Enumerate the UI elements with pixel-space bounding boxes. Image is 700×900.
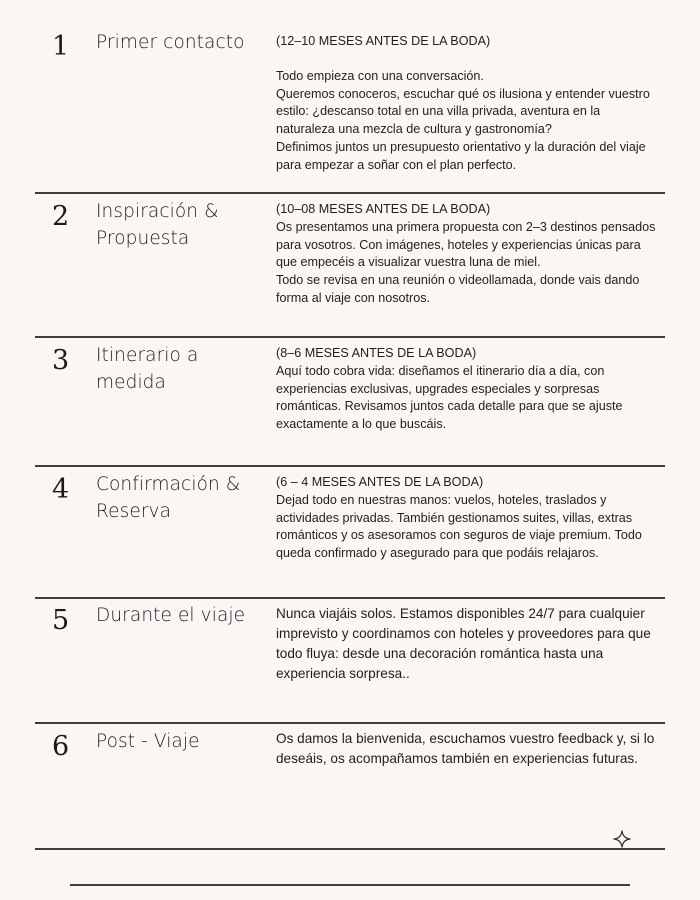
- step-description: [276, 345, 661, 434]
- step-text: Dejad todo en nuestras manos: vuelos, hoteles, traslados y actividades privadas. También gestionamos suites, villas, extras románticos y os asesoramos con seguros de viaje premium. Todo queda confirmado y asegurado para que podáis relajaros.: [276, 492, 642, 561]
- step-text: Definimos juntos un presupuesto orientativo y la duración del viaje para empezar a soñar con el plan perfecto.: [276, 139, 646, 172]
- footer-divider: [35, 848, 665, 850]
- step-timeframe: (10–08 MESES ANTES DE LA BODA): [276, 202, 491, 216]
- step-text: Os damos la bienvenida, escuchamos vuestro feedback y, si lo deseáis, os acompañamos también en experiencias futuras.: [276, 731, 655, 766]
- step-number: 2: [52, 201, 70, 232]
- step-description: [276, 729, 661, 769]
- step-title: Durante el viaje: [96, 605, 246, 626]
- sparkle-icon: [613, 830, 631, 848]
- section-divider: [35, 722, 665, 724]
- step-text: Nunca viajáis solos. Estamos disponibles 24/7 para cualquier imprevisto y coordinamos con hoteles y proveedores para que todo fluya: desde una decoración romántica hasta una experiencia sorpresa..: [276, 606, 651, 681]
- step-number: 4: [52, 474, 70, 505]
- section-divider: [35, 465, 665, 467]
- step-title: Primer contacto: [96, 32, 245, 53]
- section-divider: [35, 336, 665, 338]
- step-timeframe: (12–10 MESES ANTES DE LA BODA): [276, 34, 491, 48]
- step-number: 6: [52, 731, 70, 762]
- step-text: Todo se revisa en una reunión o videollamada, donde vais dando forma al viaje con nosotros.: [276, 273, 640, 305]
- step-title: Post - Viaje: [96, 731, 200, 752]
- step-description: [276, 604, 661, 684]
- step-title: Itinerario a medida: [96, 345, 199, 393]
- step-number: 3: [52, 345, 70, 376]
- step-timeframe: (6 – 4 MESES ANTES DE LA BODA): [276, 475, 484, 489]
- step-text: Os presentamos una primera propuesta con 2–3 destinos pensados para vosotros. Con imágenes, hoteles y experiencias únicas para que empecéis a visualizar vuestra luna de miel.: [276, 219, 656, 270]
- step-description: [276, 474, 661, 563]
- step-text: Todo empieza con una conversación.: [276, 68, 484, 83]
- step-timeframe: (8–6 MESES ANTES DE LA BODA): [276, 346, 477, 360]
- section-divider: [35, 597, 665, 599]
- step-title: Inspiración & Propuesta: [96, 201, 219, 249]
- footer-divider-short: [70, 884, 630, 886]
- step-description: [276, 201, 661, 308]
- step-text: Aquí todo cobra vida: diseñamos el itinerario día a día, con experiencias exclusivas, upgrades especiales y sorpresas románticas. Revisamos juntos cada detalle para que se ajuste exactamente a lo que buscáis.: [276, 363, 623, 432]
- step-text: Queremos conoceros, escuchar qué os ilusiona y entender vuestro estilo: ¿descanso total en una villa privada, aventura en la naturaleza una mezcla de cultura y gastronomía?: [276, 86, 650, 137]
- step-description: [276, 33, 661, 175]
- step-number: 5: [52, 605, 70, 636]
- section-divider: [35, 192, 665, 194]
- step-title: Confirmación & Reserva: [96, 474, 241, 522]
- step-number: 1: [52, 31, 70, 62]
